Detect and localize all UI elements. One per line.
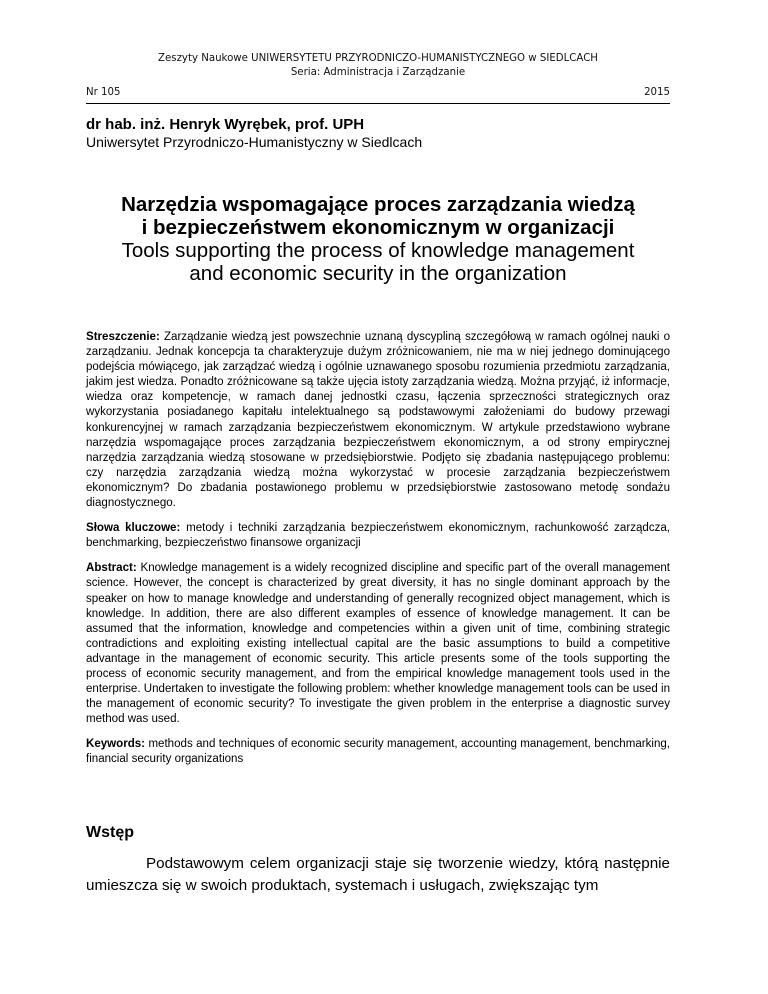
- issue-year: 2015: [644, 87, 670, 98]
- abstract-paragraph: [86, 561, 670, 727]
- journal-header: [86, 52, 670, 80]
- streszczenie-text: Zarządzanie wiedzą jest powszechnie uznaną dyscypliną szczegółową w ramach ogólnej nauki o zarządzaniu. Jednak koncepcja ta charakteryzuje dużym zróżnicowaniem, nie ma w niej jednego dominującego podejścia mówiącego, jak zarządzać wiedzą i ogólnie uznawanego sposobu rozumienia przedmiotu zarządzania, jakim jest wiedza. Ponadto zróżnicowane są także ujęcia istoty zarządzania wiedzą. Można przyjąć, iż informacje, wiedza oraz kompetencje, w ramach danej jednostki czasu, łączenia sprzeczności strategicznych oraz wykorzystania posiadanego kapitału intelektualnego są podstawowymi założeniami do budowy przewagi konkurencyjnej w ramach zarządzania bezpieczeństwem ekonomicznym. W artykule przedstawiono wybrane narzędzia wspomagające proces zarządzania bezpieczeństwem ekonomicznym, a od strony empirycznej narzędzia zarządzania wiedzą stosowane w przedsiębiorstwie. Podjęto się zbadania następującego problemu: czy narzędzia zarządzania wiedzą można wykorzystać w procesie zarządzania bezpieczeństwem ekonomicznym? Do zbadania postawionego problemu w przedsiębiorstwie zastosowano metodę sondażu diagnostycznego.: [86, 331, 670, 510]
- abstract-label: Abstract:: [86, 562, 137, 575]
- title-polish-line-2: i bezpieczeństwem ekonomicznym w organizacji: [141, 216, 615, 239]
- title-english-line-2: and economic security in the organization: [189, 262, 567, 285]
- streszczenie-label: Streszczenie:: [86, 331, 160, 343]
- slowa-kluczowe-label: Słowa kluczowe:: [86, 522, 181, 535]
- title-block: [86, 193, 670, 285]
- abstract-text: Knowledge management is a widely recognized discipline and specific part of the overall management science. However, the concept is characterized by great diversity, it has no single dominant approach by the speaker on how to manage knowledge and understanding of generally recognized object management, which is knowledge. In addition, there are also different examples of essence of knowledge management. It can be assumed that the information, knowledge and competencies within a given unit of time, combining strategic contradictions and exploiting existing intellectual capital are the basic assumptions to build a competitive advantage in the management of economic security. This article presents some of the tools supporting the process of economic security management, and from the empirical knowledge management tools used in the enterprise. Undertaken to investigate the following problem: whether knowledge management tools can be used in the management of economic security? To investigate the given problem in the enterprise a diagnostic survey method was used.: [86, 562, 670, 726]
- header-divider: [86, 103, 670, 104]
- keywords-paragraph: [86, 737, 670, 767]
- keywords-text: methods and techniques of economic security management, accounting management, benchmarking, financial security organizations: [86, 738, 670, 766]
- intro-paragraph: Podstawowym celem organizacji staje się tworzenie wiedzy, którą następnie umieszcza się w swoich produktach, systemach i usługach, zwiększając tym: [86, 855, 670, 894]
- slowa-kluczowe-paragraph: [86, 521, 670, 551]
- journal-name: Zeszyty Naukowe UNIWERSYTETU PRZYRODNICZO-HUMANISTYCZNEGO w SIEDLCACH: [158, 53, 598, 64]
- keywords-label: Keywords:: [86, 738, 146, 751]
- journal-series: Seria: Administracja i Zarządzanie: [290, 67, 466, 78]
- issue-row: [86, 86, 670, 100]
- section-heading: Wstęp: [86, 824, 134, 841]
- author-name: dr hab. inż. Henryk Wyrębek, prof. UPH: [86, 116, 365, 133]
- streszczenie-paragraph: [86, 330, 670, 511]
- title-english-line-1: Tools supporting the process of knowledge management: [121, 239, 635, 262]
- abstract-section: [86, 330, 670, 778]
- title-polish-line-1: Narzędzia wspomagające proces zarządzania wiedzą: [121, 193, 635, 216]
- author-affiliation: Uniwersytet Przyrodniczo-Humanistyczny w Siedlcach: [86, 134, 423, 150]
- issue-number: Nr 105: [86, 87, 121, 98]
- slowa-kluczowe-text: metody i techniki zarządzania bezpieczeństwem ekonomicznym, rachunkowość zarządcza, benchmarking, bezpieczeństwo finansowe organizacji: [86, 522, 670, 550]
